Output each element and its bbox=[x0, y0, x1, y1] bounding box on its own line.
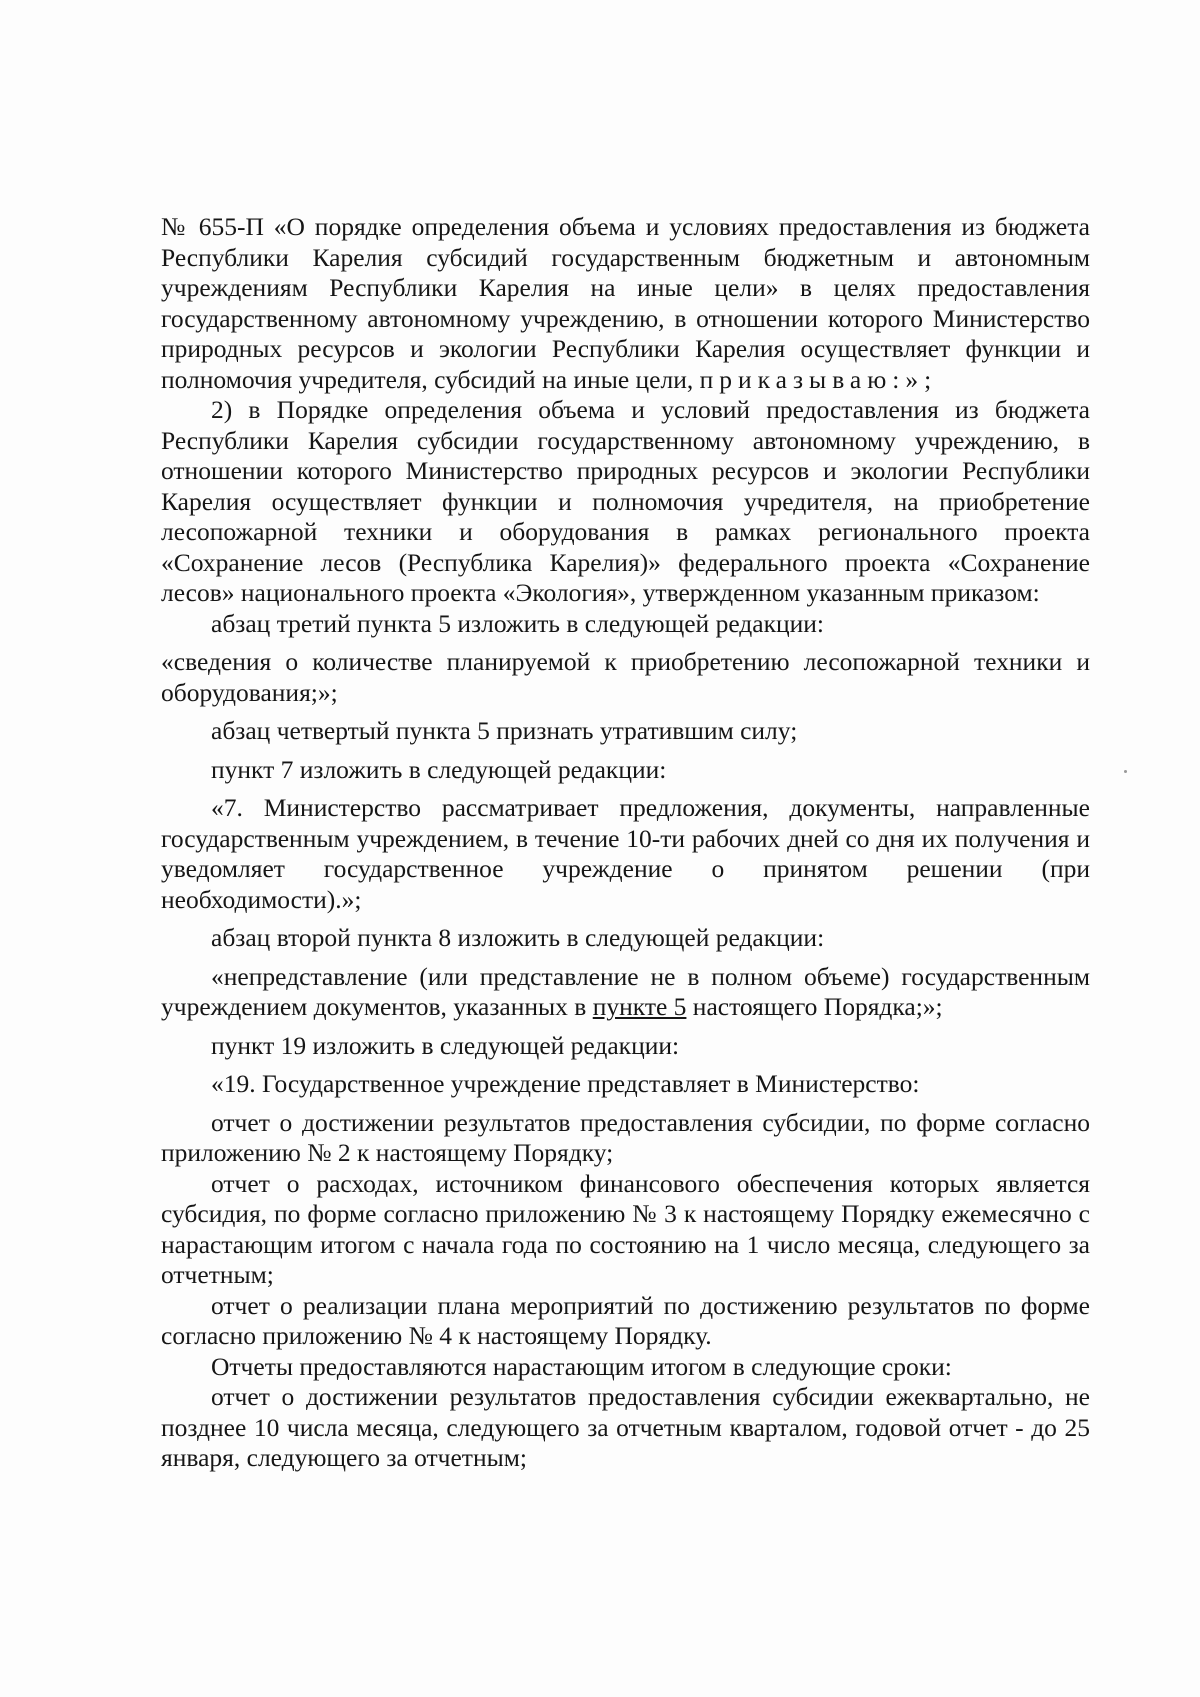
paragraph-report-terms: Отчеты предоставляются нарастающим итогом в следующие сроки: bbox=[211, 1351, 952, 1381]
paragraph-report-quarterly: отчет о достижении результатов предоставления субсидии ежеквартально, не позднее 10 числа месяца, следующего за отчетным кварталом, годовой отчет - до 25 января, следующего за отчетным; bbox=[161, 1382, 1090, 1472]
quote-8-2-before: «непредставление (или представление не в полном объеме) государственным учреждением документов, указанных в bbox=[161, 961, 1090, 1021]
paragraph-amend-19: пункт 19 изложить в следующей редакции: bbox=[211, 1030, 680, 1060]
paragraph-quote-19: «19. Государственное учреждение представляет в Министерство: bbox=[211, 1069, 920, 1098]
paragraph-quote-5-3: «сведения о количестве планируемой к приобретению лесопожарной техники и оборудования;»; bbox=[161, 647, 1090, 707]
link-item-5[interactable]: пункте 5 bbox=[592, 992, 687, 1021]
paragraph-amend-7: пункт 7 изложить в следующей редакции: bbox=[211, 754, 667, 784]
paragraph-report-expenses: отчет о расходах, источником финансового обеспечения которых является субсидия, по форме согласно приложению № 3 к настоящему Порядку ежемесячно с нарастающим итогом с начала года по состоянию на 1 число месяца, следующего за отчетным; bbox=[161, 1168, 1090, 1289]
paragraph-amend-5-3: абзац третий пункта 5 изложить в следующей редакции: bbox=[211, 608, 825, 638]
paragraph-amend-8-2: абзац второй пункта 8 изложить в следующей редакции: bbox=[211, 923, 825, 952]
quote-8-2-after: настоящего Порядка;»; bbox=[686, 992, 943, 1021]
paragraph-quote-8-2 bbox=[161, 962, 1090, 1023]
paragraph-item-2: 2) в Порядке определения объема и условий предоставления из бюджета Республики Карелия субсидии государственному автономному учреждению, в отношении которого Министерство природных ресурсов и экологии Республики Карелия осуществляет функции и полномочия учредителя, на приобретение лесопожарной техники и оборудования в рамках регионального проекта «Сохранение лесов (Республика Карелия)» федерального проекта «Сохранение лесов» национального проекта «Экология», утвержденном указанным приказом: bbox=[161, 395, 1090, 607]
paragraph-amend-5-4: абзац четвертый пункта 5 признать утратившим силу; bbox=[211, 716, 798, 745]
paragraph-intro-text: № 655-П «О порядке определения объема и условиях предоставления из бюджета Республики Карелия субсидий государственным бюджетным и автономным учреждениям Республики Карелия на иные цели» в целях предоставления государственному автономному учреждению, в отношении которого Министерство природных ресурсов и экологии Республики Карелия осуществляет функции и полномочия учредителя, субсидий на иные цели, bbox=[161, 212, 1090, 394]
document-body bbox=[161, 212, 1090, 1474]
scan-speck bbox=[1124, 770, 1127, 773]
paragraph-intro bbox=[161, 212, 1090, 395]
decree-word: приказываю:»; bbox=[699, 364, 938, 394]
paragraph-report-plan: отчет о реализации плана мероприятий по достижению результатов по форме согласно приложению № 4 к настоящему Порядку. bbox=[161, 1290, 1090, 1350]
paragraph-report-results: отчет о достижении результатов предоставления субсидии, по форме согласно приложению № 2 к настоящему Порядку; bbox=[161, 1107, 1090, 1167]
paragraph-quote-7: «7. Министерство рассматривает предложения, документы, направленные государственным учреждением, в течение 10-ти рабочих дней со дня их получения и уведомляет государственное учреждение о принятом решении (при необходимости).»; bbox=[161, 793, 1090, 914]
